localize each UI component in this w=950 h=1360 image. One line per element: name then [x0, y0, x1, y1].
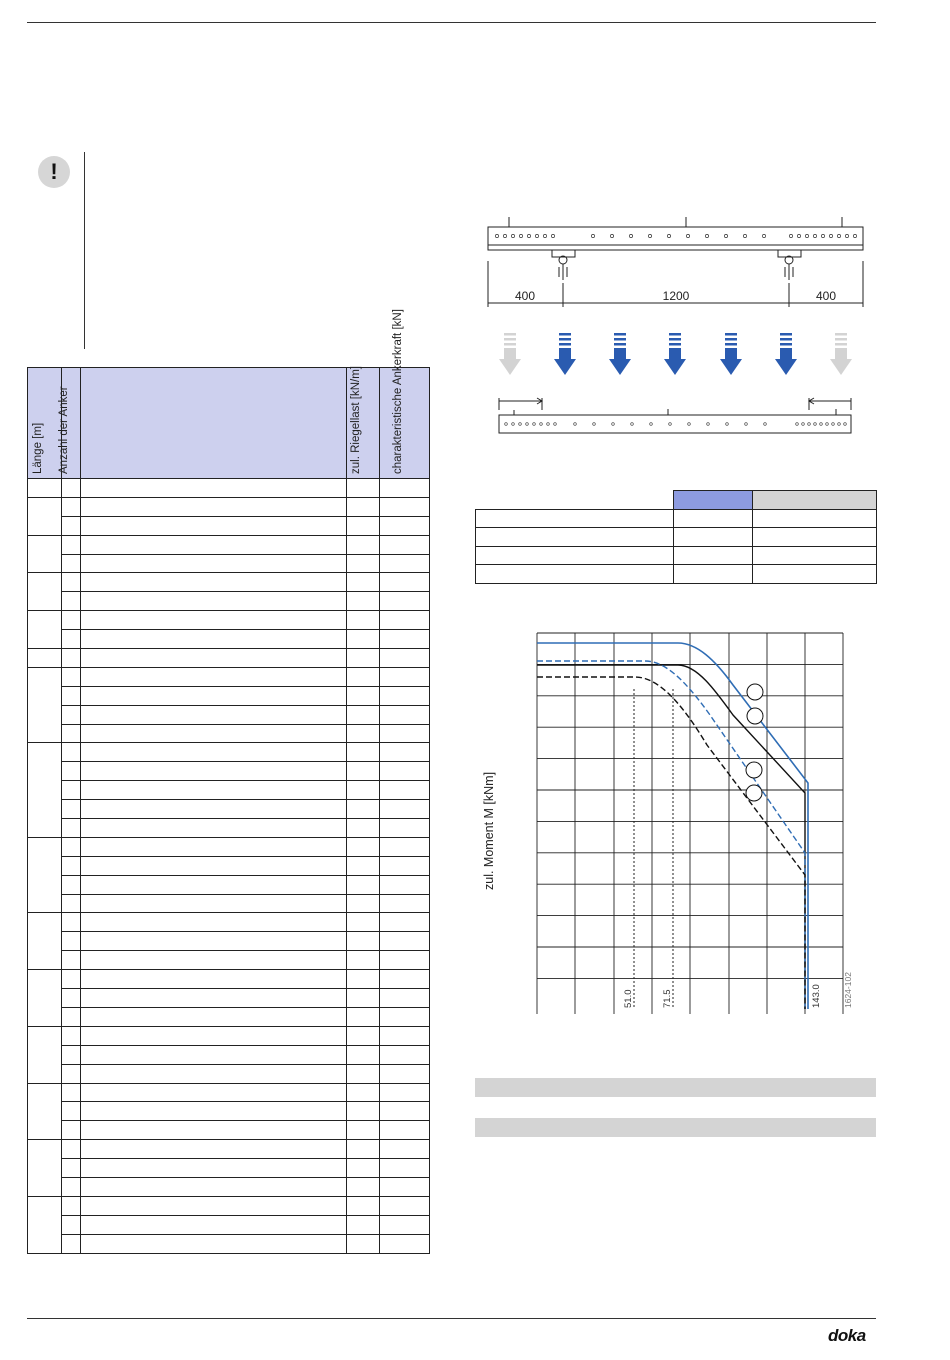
- curve-blue-dashed: [537, 661, 805, 1009]
- doka-logo: doka: [828, 1326, 866, 1345]
- table-row: [28, 535, 430, 554]
- table-row: [28, 686, 430, 705]
- table-row: [28, 1234, 430, 1253]
- gray-bar-2: [475, 1118, 876, 1137]
- beam-top: [488, 227, 863, 250]
- load-arrow: [664, 333, 686, 375]
- legend-table: [475, 490, 877, 584]
- length-cell: [28, 970, 62, 1027]
- table-row: [28, 1102, 430, 1121]
- table-row: [28, 837, 430, 856]
- table-row: [28, 611, 430, 630]
- length-cell: [28, 743, 62, 837]
- dim-right: 400: [815, 289, 837, 303]
- length-cell: [28, 649, 62, 668]
- table-row: [28, 781, 430, 800]
- table-row: [28, 875, 430, 894]
- table-row: [28, 1064, 430, 1083]
- table-row: [28, 856, 430, 875]
- length-cell: [28, 479, 62, 498]
- dim-left: 400: [514, 289, 536, 303]
- table-row: [28, 705, 430, 724]
- table-row: [28, 1083, 430, 1102]
- table-row: [28, 1140, 430, 1159]
- legend-row: [476, 546, 877, 565]
- table-row: [28, 1177, 430, 1196]
- table-row: [28, 894, 430, 913]
- length-cell: [28, 1140, 62, 1197]
- table-row: [28, 1196, 430, 1215]
- load-arrow: [775, 333, 797, 375]
- length-cell: [28, 535, 62, 573]
- beam-diagram: [475, 205, 875, 440]
- chart-ylabel: zul. Moment M [kNm]: [482, 771, 496, 890]
- length-cell: [28, 837, 62, 913]
- table-row: [28, 970, 430, 989]
- table-row: [28, 630, 430, 649]
- load-arrow: [609, 333, 631, 375]
- length-cell: [28, 1083, 62, 1140]
- moment-chart: [475, 625, 875, 1025]
- table-row: [28, 1007, 430, 1026]
- load-arrow: [830, 333, 852, 375]
- anchor-clamp-right: [778, 250, 801, 280]
- table-row: [28, 573, 430, 592]
- length-cell: [28, 573, 62, 611]
- table-row: [28, 951, 430, 970]
- length-cell: [28, 611, 62, 649]
- load-arrow: [720, 333, 742, 375]
- drawing-number: 1624-102: [843, 972, 853, 1008]
- legend-row: [476, 565, 877, 584]
- anchor-clamp-left: [552, 250, 575, 280]
- table-row: [28, 649, 430, 668]
- legend-row: [476, 528, 877, 547]
- header-anchor-count: Anzahl der Anker: [62, 368, 81, 479]
- length-cell: [28, 1196, 62, 1253]
- table-row: [28, 913, 430, 932]
- table-row: [28, 762, 430, 781]
- table-row: [28, 819, 430, 838]
- curve-marker-3: [746, 762, 762, 778]
- table-row: [28, 479, 430, 498]
- anchor-table: [27, 309, 430, 1254]
- header-description: [81, 368, 347, 479]
- curve-black-solid: [537, 665, 805, 1009]
- length-cell: [28, 497, 62, 535]
- table-row: [28, 1215, 430, 1234]
- table-row: [28, 1026, 430, 1045]
- bottom-rule: [27, 1318, 876, 1319]
- header-load: zul. Riegellast [kN/m]: [347, 368, 380, 479]
- annotation-51: 51.0: [623, 989, 634, 1008]
- annotation-143: 143.0: [811, 984, 822, 1008]
- curve-marker-4: [746, 785, 762, 801]
- length-cell: [28, 1026, 62, 1083]
- table-row: [28, 497, 430, 516]
- legend-swatch-gray: [753, 491, 877, 510]
- table-row: [28, 989, 430, 1008]
- load-arrow: [554, 333, 576, 375]
- table-row: [28, 1045, 430, 1064]
- gray-bar-1: [475, 1078, 876, 1097]
- length-cell: [28, 913, 62, 970]
- annotation-71: 71.5: [662, 989, 673, 1008]
- note-divider: [84, 152, 85, 349]
- table-row: [28, 516, 430, 535]
- table-row: [28, 932, 430, 951]
- table-row: [28, 724, 430, 743]
- dim-middle: 1200: [662, 289, 690, 303]
- top-rule: [27, 22, 876, 23]
- table-row: [28, 667, 430, 686]
- curve-marker-1: [747, 684, 763, 700]
- table-row: [28, 554, 430, 573]
- length-cell: [28, 667, 62, 743]
- table-row: [28, 743, 430, 762]
- table-row: [28, 1121, 430, 1140]
- curve-marker-2: [747, 708, 763, 724]
- table-row: [28, 592, 430, 611]
- legend-row: [476, 509, 877, 528]
- header-length: Länge [m]: [28, 368, 62, 479]
- table-row: [28, 800, 430, 819]
- header-anchor-force: charakteristische Ankerkraft [kN]: [380, 368, 430, 479]
- legend-swatch-blue: [674, 491, 753, 510]
- exclamation-icon: !: [38, 156, 70, 188]
- table-row: [28, 1159, 430, 1178]
- load-arrow: [499, 333, 521, 375]
